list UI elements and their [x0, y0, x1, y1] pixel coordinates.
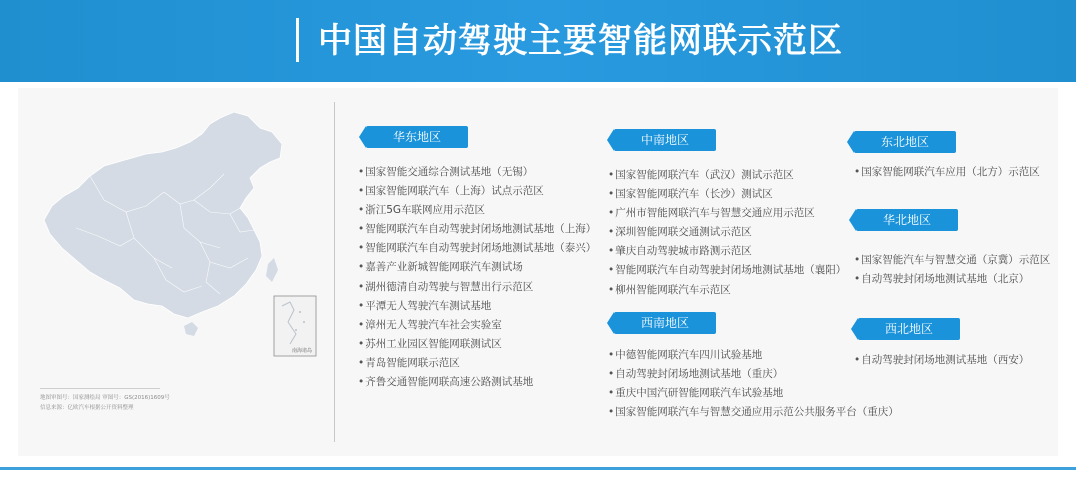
list-item: • 智能网联汽车自动驾驶封闭场地测试基地（上海）	[358, 220, 596, 239]
map-footnote-2-text: 信息来源：亿欧汽车根据公开资料整理	[40, 405, 134, 411]
list-item: • 苏州工业园区智能网联测试区	[358, 335, 596, 354]
list-item: • 浙江5G车联网应用示范区	[358, 201, 596, 220]
region-tag-north: 华北地区	[856, 209, 958, 231]
list-item: • 青岛智能网联示范区	[358, 354, 596, 373]
header-banner	[0, 0, 1076, 82]
list-item: • 中德智能网联汽车四川试验基地	[608, 346, 899, 365]
region-tag-east: 华东地区	[366, 126, 468, 148]
bottom-accent-line	[0, 467, 1076, 470]
list-item: • 智能网联汽车自动驾驶封闭场地测试基地（泰兴）	[358, 239, 596, 258]
footnote-divider	[40, 388, 160, 389]
list-item: • 自动驾驶封闭场地测试基地（重庆）	[608, 365, 899, 384]
hainan-island	[184, 322, 198, 336]
list-item: • 湖州德清自动驾驶与智慧出行示范区	[358, 278, 596, 297]
taiwan-island	[266, 258, 278, 282]
list-item: • 智能网联汽车自动驾驶封闭场地测试基地（襄阳）	[608, 261, 846, 280]
list-item: • 国家智能交通综合测试基地（无锡）	[358, 163, 596, 182]
region-list-east	[358, 163, 596, 392]
list-item: • 重庆中国汽研智能网联汽车试验基地	[608, 384, 899, 403]
china-outline	[44, 112, 282, 318]
list-item: • 国家智能网联汽车与智慧交通应用示范公共服务平台（重庆）	[608, 403, 899, 422]
list-item: • 深圳智能网联交通测试示范区	[608, 223, 846, 242]
title-accent-bar	[296, 18, 299, 62]
list-item: • 国家智能网联汽车（上海）试点示范区	[358, 182, 596, 201]
region-list-north	[854, 251, 1050, 289]
list-item: • 国家智能网联汽车应用（北方）示范区	[854, 163, 1040, 182]
list-item: • 平潭无人驾驶汽车测试基地	[358, 297, 596, 316]
china-map	[34, 108, 324, 370]
page-title: 中国自动驾驶主要智能网联示范区	[318, 21, 843, 61]
region-list-northwest	[854, 351, 1029, 370]
region-tag-northwest: 西北地区	[858, 318, 960, 340]
region-tag-northeast: 东北地区	[854, 131, 956, 153]
list-item: • 自动驾驶封闭场地测试基地（西安）	[854, 351, 1029, 370]
region-tag-southwest: 西南地区	[614, 312, 716, 334]
region-tag-central-south: 中南地区	[614, 129, 716, 151]
region-list-central-south	[608, 166, 846, 300]
list-item: • 嘉善产业新城智能网联汽车测试场	[358, 258, 596, 277]
list-item: • 柳州智能网联汽车示范区	[608, 281, 846, 300]
map-inset-box	[274, 296, 316, 356]
map-footnotes	[40, 388, 180, 413]
list-item: • 国家智能网联汽车（武汉）测试示范区	[608, 166, 846, 185]
map-footnote-1-text: 地图审图号：国家测绘局 审图号：GS(2016)1609号	[40, 395, 170, 401]
list-item: • 国家智能网联汽车（长沙）测试区	[608, 185, 846, 204]
list-item: • 国家智能汽车与智慧交通（京冀）示范区	[854, 251, 1050, 270]
inset-label: 南海诸岛	[292, 348, 313, 354]
vertical-divider	[334, 102, 335, 442]
list-item: • 漳州无人驾驶汽车社会实验室	[358, 316, 596, 335]
list-item: • 自动驾驶封闭场地测试基地（北京）	[854, 270, 1050, 289]
list-item: • 齐鲁交通智能网联高速公路测试基地	[358, 373, 596, 392]
region-list-northeast	[854, 163, 1040, 182]
list-item: • 肇庆自动驾驶城市路测示范区	[608, 242, 846, 261]
list-item: • 广州市智能网联汽车与智慧交通应用示范区	[608, 204, 846, 223]
